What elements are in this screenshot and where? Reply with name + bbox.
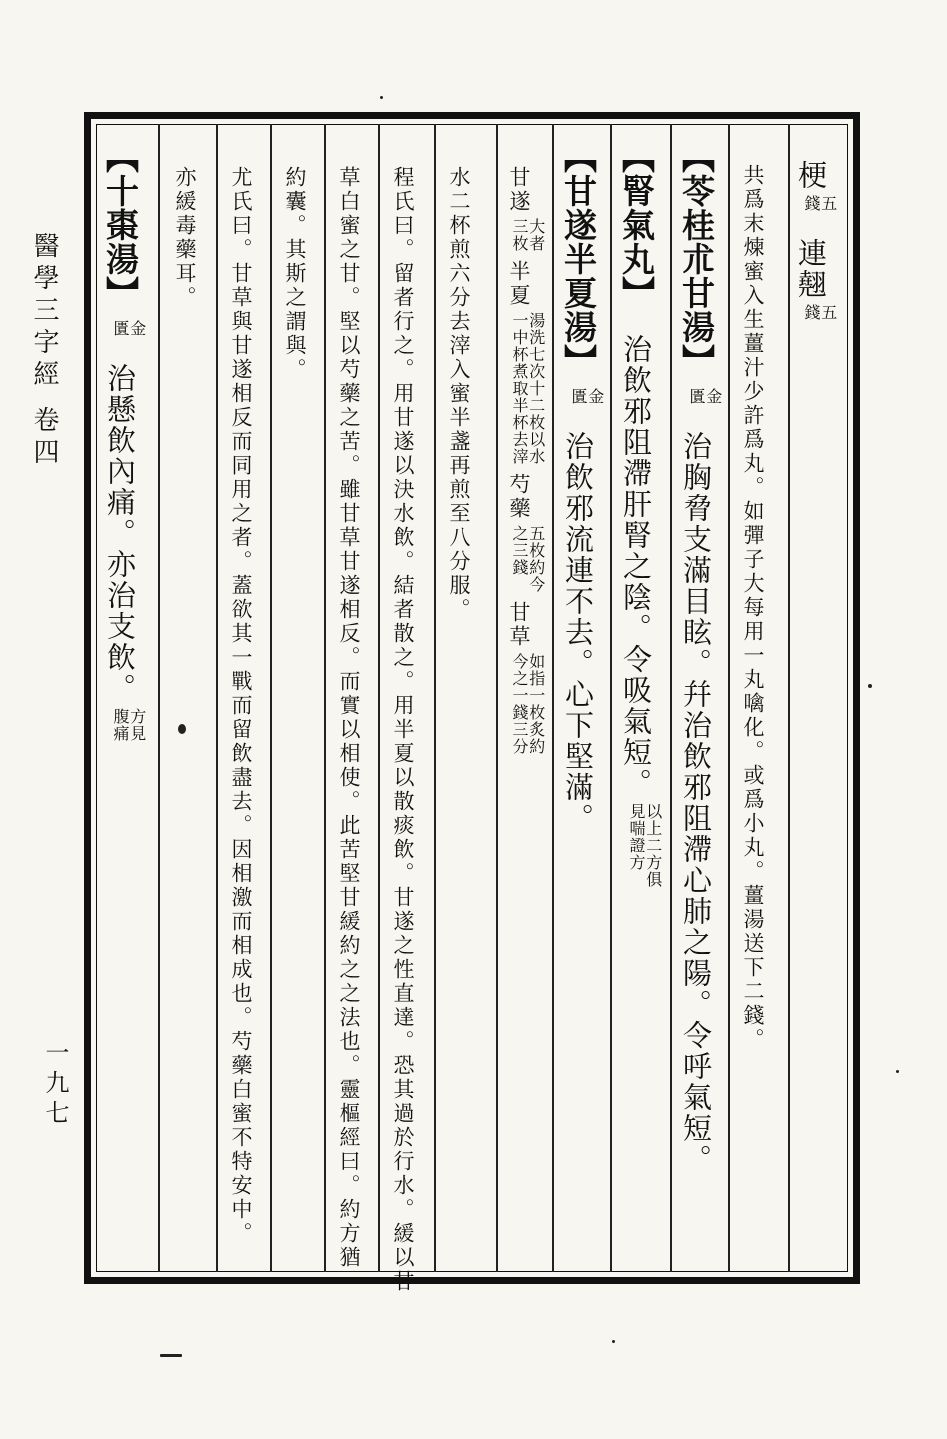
column-rule — [158, 124, 160, 1272]
commentary-text: 程氏曰。留者行之。用甘遂以決水飲。結者散之。用半夏以散痰飲。甘遂之性直達。恐其過於行水。緩以甘 — [391, 166, 415, 1294]
column-rule — [670, 124, 672, 1272]
page-number: 一九七 — [41, 1040, 69, 1130]
text-column-5 — [559, 140, 605, 834]
commentary-text: 約囊。其斯之謂與。 — [283, 166, 307, 382]
commentary-text: 亦緩毒藥耳。 — [173, 166, 197, 310]
prescription-title: 【甘遂半夏湯】 — [559, 140, 598, 378]
text-column-9 — [338, 166, 359, 1270]
prescription-title: 【苓桂朮甘湯】 — [677, 140, 716, 378]
commentary-text: 甘遂 — [507, 166, 531, 214]
text-column-12 — [174, 166, 195, 310]
column-rule — [324, 124, 326, 1272]
text-column-7 — [448, 166, 469, 622]
commentary-text: 尤氏曰。甘草與甘遂相反而同用之者。蓋欲其一戰而留飲盡去。因相激而相成也。芍藥白蜜不特安中。 — [229, 166, 253, 1246]
main-text: 治飲邪阻滯肝腎之陰。令吸氣短。 — [619, 334, 653, 799]
column-rule — [552, 124, 554, 1272]
print-speck — [896, 1070, 899, 1073]
annotation-note: 金 匱 — [111, 320, 147, 337]
annotation-note: 五 錢 — [802, 304, 838, 321]
column-rule — [270, 124, 272, 1272]
annotation-note: 方見 腹痛 — [111, 708, 147, 742]
text-column-4 — [617, 140, 663, 896]
text-column-13 — [101, 140, 147, 750]
inner-border — [96, 124, 848, 1272]
commentary-text: 水二杯煎六分去滓入蜜半盞再煎至八分服。 — [447, 166, 471, 622]
main-text: 治飲邪流連不去。心下堅滿。 — [561, 431, 595, 834]
annotation-note: 湯洗七次十二枚以水 一中杯煮取半杯去滓 — [510, 312, 546, 465]
text-column-1 — [796, 160, 836, 329]
commentary-text: 芍藥 — [507, 473, 531, 521]
annotation-note: 五 錢 — [802, 195, 838, 212]
column-rule — [496, 124, 498, 1272]
commentary-text: 甘草 — [507, 601, 531, 649]
main-text: 治懸飲內痛。亦治支飲。 — [103, 363, 137, 704]
column-rule — [788, 124, 790, 1272]
text-column-2 — [742, 164, 763, 1052]
column-rule — [216, 124, 218, 1272]
print-speck — [160, 1354, 182, 1357]
commentary-text: 半夏 — [507, 260, 531, 308]
commentary-text: 共爲末煉蜜入生薑汁少許爲丸。如彈子大每用一丸噙化。或爲小丸。薑湯送下二錢。 — [741, 164, 765, 1052]
commentary-text: 草白蜜之甘。堅以芍藥之苦。雖甘草甘遂相反。而實以相使。此苦堅甘緩約之之法也。靈樞經曰。約方猶 — [337, 166, 361, 1270]
column-rule — [378, 124, 380, 1272]
annotation-note: 金 匱 — [569, 388, 605, 405]
text-column-3 — [677, 140, 723, 1175]
print-speck — [380, 96, 383, 99]
running-head: 醫學三字經 卷四 — [29, 232, 59, 471]
prescription-title: 【十棗湯】 — [101, 140, 140, 310]
column-rule — [728, 124, 730, 1272]
text-column-6 — [508, 166, 544, 763]
text-column-10 — [284, 166, 305, 382]
annotation-note: 金 匱 — [687, 388, 723, 405]
annotation-note: 以上二方俱 見喘證方 — [627, 803, 663, 888]
main-text: 梗 — [794, 160, 828, 191]
prescription-title: 【腎氣丸】 — [617, 140, 656, 310]
print-speck — [612, 1340, 615, 1343]
print-speck — [868, 684, 872, 688]
annotation-note: 如指一枚炙約 今之一錢三分 — [510, 653, 546, 755]
annotation-note: 五枚約今 之三錢 — [510, 525, 546, 593]
column-rule — [434, 124, 436, 1272]
column-rule — [610, 124, 612, 1272]
main-text: 治胸脅支滿目眩。幷治飲邪阻滯心肺之陽。令呼氣短。 — [679, 431, 713, 1175]
text-column-11 — [230, 166, 251, 1246]
main-text: 連翹 — [794, 238, 828, 300]
print-speck — [178, 724, 186, 734]
text-column-8 — [392, 166, 413, 1294]
annotation-note: 大者 三枚 — [510, 218, 546, 252]
